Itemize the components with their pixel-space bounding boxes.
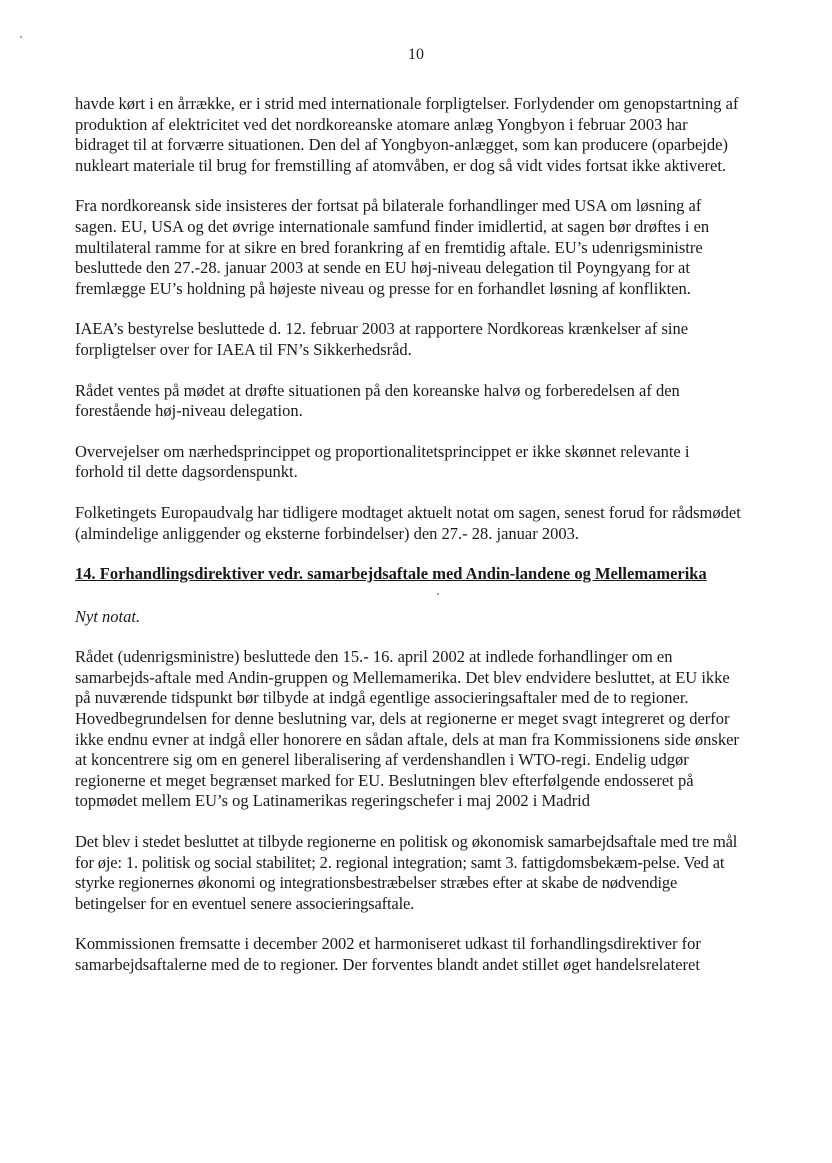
paragraph-4: Rådet ventes på mødet at drøfte situationen på den koreanske halvø og forberedelsen af den forestående høj-niveau delegation. xyxy=(75,380,680,421)
section-note: Nyt notat. xyxy=(75,606,141,626)
paragraph-2: Fra nordkoreansk side insisteres der fortsat på bilaterale forhandlinger med USA om løsning af sagen. EU, USA og det øvrige internationale samfund finder imidlertid, at sagen bør drøftes i en multilateral ramme for at sikre en bred forankring af en fremtidig aftale. EU’s udenrigsministre besluttede den 27.-28. januar 2003 at sende en EU høj-niveau delegation til Poyngyang for at fremlægge EU’s holdning på højeste niveau og presse for en forhandlet løsning af konflikten. xyxy=(75,196,710,298)
document-body xyxy=(75,94,741,996)
paragraph-6: Folketingets Europaudvalg har tidligere modtaget aktuelt notat om sagen, senest forud for rådsmødet (almindelige anliggender og eksterne forbindelser) den 27.- 28. januar 2003. xyxy=(75,502,741,543)
section-heading: 14. Forhandlingsdirektiver vedr. samarbejdsaftale med Andin-landene og Mellemamerika xyxy=(75,564,707,584)
section-paragraph-2: Det blev i stedet besluttet at tilbyde regionerne en politisk og økonomisk samarbejdsaftale med tre mål for øje: 1. politisk og social stabilitet; 2. regional integration; samt 3. fattigdomsbekæm-pelse. Ved at styrke regionernes økonomi og integrationsbestræbelser stræbes efter at skabe de nødvendige betingelser for en eventuel senere associeringsaftale. xyxy=(75,832,738,913)
scan-speck xyxy=(437,593,439,595)
page-number: 10 xyxy=(408,46,424,63)
paragraph-1: havde kørt i en årrække, er i strid med internationale forpligtelser. Forlydender om genopstartning af produktion af elektricitet ved det nordkoreanske atomare anlæg Yongbyon i februar 2003 har bidraget til at forværre situationen. Den del af Yongbyon-anlægget, som kan producere (oparbejde) nukleart materiale til brug for fremstilling af atomvåben, er dog så vidt vides fortsat ikke aktiveret. xyxy=(75,94,739,175)
section-paragraph-1: Rådet (udenrigsministre) besluttede den 15.- 16. april 2002 at indlede forhandlinger om en samarbejds-aftale med Andin-gruppen og Mellemamerika. Det blev endvidere besluttet, at EU ikke på nuværende tidspunkt bør tilbyde at indgå egentlige associeringsaftaler med de to regioner. Hovedbegrundelsen for denne beslutning var, dels at regionerne er meget svagt integreret og derfor ikke endnu evner at indgå eller honorere en sådan aftale, dels at man fra Kommissionens side ønsker at koncentrere sig om en generel liberalisering af verdenshandlen i WTO-regi. Endelig udgør regionerne et meget begrænset marked for EU. Beslutningen blev efterfølgende endosseret på topmødet mellem EU’s og Latinamerikas regeringschefer i maj 2002 i Madrid xyxy=(75,647,739,811)
scan-speck xyxy=(20,36,22,38)
paragraph-3: IAEA’s bestyrelse besluttede d. 12. februar 2003 at rapportere Nordkoreas krænkelser af sine forpligtelser over for IAEA til FN’s Sikkerhedsråd. xyxy=(75,319,689,359)
section-paragraph-3: Kommissionen fremsatte i december 2002 et harmoniseret udkast til forhandlingsdirektiver for samarbejdsaftalerne med de to regioner. Der forventes blandt andet stillet øget handelsrelateret xyxy=(75,934,701,974)
paragraph-5: Overvejelser om nærhedsprincippet og proportionalitetsprincippet er ikke skønnet relevante i forhold til dette dagsordenspunkt. xyxy=(75,441,690,482)
